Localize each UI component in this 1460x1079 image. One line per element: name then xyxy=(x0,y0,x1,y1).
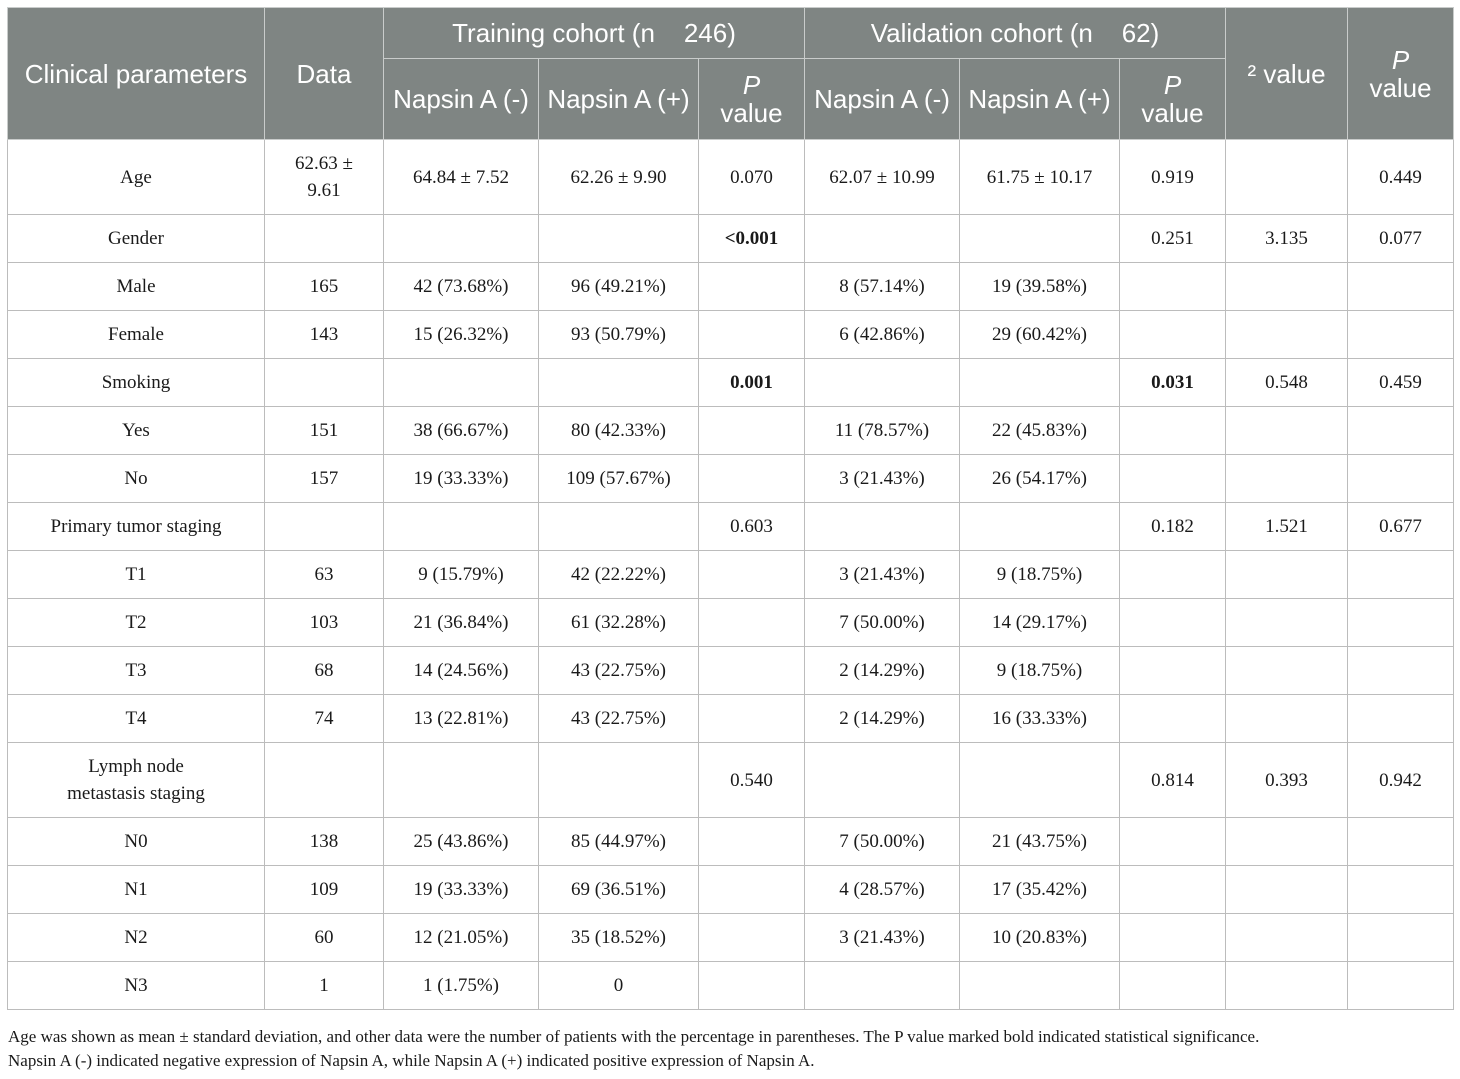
cell-p xyxy=(1348,695,1454,743)
cell-v-neg: 4 (28.57%) xyxy=(805,866,960,914)
cell-t-pos: 42 (22.22%) xyxy=(539,551,699,599)
cell-t-neg: 12 (21.05%) xyxy=(384,914,539,962)
header-training-napsin-pos: Napsin A (+) xyxy=(539,59,699,140)
cell-data: 138 xyxy=(265,818,384,866)
table-row xyxy=(8,599,1454,647)
cell-p xyxy=(1348,914,1454,962)
cell-t-p xyxy=(699,455,805,503)
cell-t-p xyxy=(699,407,805,455)
cell-p xyxy=(1348,647,1454,695)
cell-v-pos: 9 (18.75%) xyxy=(960,647,1120,695)
cell-v-neg: 62.07 ± 10.99 xyxy=(805,140,960,215)
header-training-napsin-neg: Napsin A (-) xyxy=(384,59,539,140)
cell-v-neg: 2 (14.29%) xyxy=(805,647,960,695)
cell-v-neg xyxy=(805,215,960,263)
cell-p: 0.077 xyxy=(1348,215,1454,263)
cell-p xyxy=(1348,263,1454,311)
cell-p xyxy=(1348,818,1454,866)
cell-p xyxy=(1348,866,1454,914)
cell-t-neg xyxy=(384,503,539,551)
cell-p: 0.942 xyxy=(1348,743,1454,818)
cell-param: T4 xyxy=(8,695,265,743)
cell-v-pos: 29 (60.42%) xyxy=(960,311,1120,359)
cell-data: 1 xyxy=(265,962,384,1010)
cell-v-neg: 11 (78.57%) xyxy=(805,407,960,455)
cell-chi2 xyxy=(1226,962,1348,1010)
cell-t-p xyxy=(699,866,805,914)
cell-v-p: 0.814 xyxy=(1120,743,1226,818)
cell-data: 143 xyxy=(265,311,384,359)
cell-v-p xyxy=(1120,914,1226,962)
cell-v-neg: 2 (14.29%) xyxy=(805,695,960,743)
cell-chi2 xyxy=(1226,914,1348,962)
cell-param: Smoking xyxy=(8,359,265,407)
cell-data: 74 xyxy=(265,695,384,743)
cell-param: Lymph node metastasis staging xyxy=(8,743,265,818)
cell-t-neg: 14 (24.56%) xyxy=(384,647,539,695)
table-row xyxy=(8,311,1454,359)
cell-v-pos: 26 (54.17%) xyxy=(960,455,1120,503)
cell-v-pos xyxy=(960,215,1120,263)
cell-t-pos xyxy=(539,215,699,263)
table-row xyxy=(8,743,1454,818)
cell-data xyxy=(265,215,384,263)
cell-t-neg: 13 (22.81%) xyxy=(384,695,539,743)
cell-v-p xyxy=(1120,599,1226,647)
table-row xyxy=(8,551,1454,599)
cell-p xyxy=(1348,599,1454,647)
cell-chi2 xyxy=(1226,455,1348,503)
cell-t-pos: 61 (32.28%) xyxy=(539,599,699,647)
cell-t-p: 0.070 xyxy=(699,140,805,215)
cell-t-p xyxy=(699,914,805,962)
cell-v-pos: 9 (18.75%) xyxy=(960,551,1120,599)
cell-t-p xyxy=(699,647,805,695)
cell-t-pos xyxy=(539,743,699,818)
cell-t-neg: 15 (26.32%) xyxy=(384,311,539,359)
cell-v-pos xyxy=(960,503,1120,551)
cell-data xyxy=(265,359,384,407)
header-validation-p-value: P value xyxy=(1120,59,1226,140)
cell-data: 62.63 ± 9.61 xyxy=(265,140,384,215)
footnote-line-1: Age was shown as mean ± standard deviation, and other data were the number of patients with the percentage in parentheses. The P value marked bold indicated statistical significance. xyxy=(8,1027,1260,1046)
cell-chi2: 0.548 xyxy=(1226,359,1348,407)
cell-p xyxy=(1348,407,1454,455)
cell-v-pos: 61.75 ± 10.17 xyxy=(960,140,1120,215)
header-clinical-parameters: Clinical parameters xyxy=(8,8,265,140)
cell-v-pos xyxy=(960,743,1120,818)
cell-t-p xyxy=(699,818,805,866)
cell-data: 109 xyxy=(265,866,384,914)
cell-v-p xyxy=(1120,647,1226,695)
cell-t-p xyxy=(699,551,805,599)
cell-t-p: 0.540 xyxy=(699,743,805,818)
cell-chi2: 1.521 xyxy=(1226,503,1348,551)
cell-data: 151 xyxy=(265,407,384,455)
cell-t-neg xyxy=(384,743,539,818)
cell-v-p xyxy=(1120,962,1226,1010)
header-validation-cohort: Validation cohort (n 62) xyxy=(805,8,1226,59)
clinical-parameters-table xyxy=(7,7,1454,1010)
cell-param: N3 xyxy=(8,962,265,1010)
cell-t-neg: 9 (15.79%) xyxy=(384,551,539,599)
table-row xyxy=(8,503,1454,551)
cell-t-pos xyxy=(539,359,699,407)
cell-t-pos: 93 (50.79%) xyxy=(539,311,699,359)
cell-t-neg xyxy=(384,215,539,263)
header-validation-napsin-neg: Napsin A (-) xyxy=(805,59,960,140)
table-row xyxy=(8,962,1454,1010)
table-row xyxy=(8,866,1454,914)
cell-v-pos: 16 (33.33%) xyxy=(960,695,1120,743)
cell-p xyxy=(1348,551,1454,599)
cell-t-p: 0.001 xyxy=(699,359,805,407)
header-training-p-value: P value xyxy=(699,59,805,140)
cell-t-neg: 21 (36.84%) xyxy=(384,599,539,647)
cell-p xyxy=(1348,962,1454,1010)
cell-v-pos: 10 (20.83%) xyxy=(960,914,1120,962)
cell-v-pos: 17 (35.42%) xyxy=(960,866,1120,914)
cell-data xyxy=(265,743,384,818)
cell-t-neg: 19 (33.33%) xyxy=(384,455,539,503)
cell-chi2: 3.135 xyxy=(1226,215,1348,263)
cell-t-neg: 25 (43.86%) xyxy=(384,818,539,866)
table-row xyxy=(8,215,1454,263)
cell-t-neg: 42 (73.68%) xyxy=(384,263,539,311)
table-footnote xyxy=(8,1025,1448,1073)
cell-v-p xyxy=(1120,695,1226,743)
cell-v-neg xyxy=(805,359,960,407)
cell-v-neg: 6 (42.86%) xyxy=(805,311,960,359)
cell-param: T1 xyxy=(8,551,265,599)
table-body xyxy=(8,140,1454,1010)
table-row xyxy=(8,695,1454,743)
cell-v-neg: 3 (21.43%) xyxy=(805,914,960,962)
cell-t-p xyxy=(699,599,805,647)
cell-chi2: 0.393 xyxy=(1226,743,1348,818)
cell-t-pos xyxy=(539,503,699,551)
cell-chi2 xyxy=(1226,140,1348,215)
cell-v-p xyxy=(1120,407,1226,455)
cell-v-pos: 22 (45.83%) xyxy=(960,407,1120,455)
cell-v-p xyxy=(1120,866,1226,914)
cell-chi2 xyxy=(1226,647,1348,695)
cell-t-pos: 0 xyxy=(539,962,699,1010)
cell-t-neg xyxy=(384,359,539,407)
cell-v-neg xyxy=(805,743,960,818)
cell-t-neg: 64.84 ± 7.52 xyxy=(384,140,539,215)
cell-param: N1 xyxy=(8,866,265,914)
cell-data: 103 xyxy=(265,599,384,647)
cell-v-p: 0.182 xyxy=(1120,503,1226,551)
cell-p: 0.449 xyxy=(1348,140,1454,215)
cell-v-pos xyxy=(960,962,1120,1010)
cell-t-p xyxy=(699,263,805,311)
cell-v-neg: 8 (57.14%) xyxy=(805,263,960,311)
cell-v-neg: 7 (50.00%) xyxy=(805,599,960,647)
cell-v-p xyxy=(1120,818,1226,866)
cell-v-neg: 3 (21.43%) xyxy=(805,455,960,503)
cell-data: 157 xyxy=(265,455,384,503)
cell-v-neg xyxy=(805,962,960,1010)
cell-t-pos: 85 (44.97%) xyxy=(539,818,699,866)
cell-v-p xyxy=(1120,455,1226,503)
cell-t-p xyxy=(699,695,805,743)
cell-t-pos: 109 (57.67%) xyxy=(539,455,699,503)
cell-p xyxy=(1348,455,1454,503)
cell-param: T3 xyxy=(8,647,265,695)
cell-t-pos: 43 (22.75%) xyxy=(539,647,699,695)
cell-t-neg: 19 (33.33%) xyxy=(384,866,539,914)
cell-v-p xyxy=(1120,263,1226,311)
cell-v-p: 0.031 xyxy=(1120,359,1226,407)
cell-chi2 xyxy=(1226,599,1348,647)
cell-v-pos xyxy=(960,359,1120,407)
cell-chi2 xyxy=(1226,263,1348,311)
cell-chi2 xyxy=(1226,818,1348,866)
cell-t-p xyxy=(699,962,805,1010)
cell-data: 165 xyxy=(265,263,384,311)
cell-v-p xyxy=(1120,311,1226,359)
cell-t-neg: 38 (66.67%) xyxy=(384,407,539,455)
cell-chi2 xyxy=(1226,695,1348,743)
cell-data: 63 xyxy=(265,551,384,599)
table-row xyxy=(8,140,1454,215)
cell-v-p xyxy=(1120,551,1226,599)
cell-param: Gender xyxy=(8,215,265,263)
cell-chi2 xyxy=(1226,407,1348,455)
cell-v-pos: 21 (43.75%) xyxy=(960,818,1120,866)
cell-param: T2 xyxy=(8,599,265,647)
cell-param: Primary tumor staging xyxy=(8,503,265,551)
table-row xyxy=(8,263,1454,311)
cell-v-p: 0.919 xyxy=(1120,140,1226,215)
cell-v-pos: 14 (29.17%) xyxy=(960,599,1120,647)
cell-t-pos: 43 (22.75%) xyxy=(539,695,699,743)
table-row xyxy=(8,455,1454,503)
footnote-line-2: Napsin A (-) indicated negative expression of Napsin A, while Napsin A (+) indicated positive expression of Napsin A. xyxy=(8,1051,815,1070)
cell-param: Yes xyxy=(8,407,265,455)
cell-t-p: 0.603 xyxy=(699,503,805,551)
cell-chi2 xyxy=(1226,866,1348,914)
cell-p: 0.459 xyxy=(1348,359,1454,407)
cell-v-p: 0.251 xyxy=(1120,215,1226,263)
header-data: Data xyxy=(265,8,384,140)
cell-chi2 xyxy=(1226,311,1348,359)
cell-p xyxy=(1348,311,1454,359)
cell-t-pos: 96 (49.21%) xyxy=(539,263,699,311)
table-row xyxy=(8,359,1454,407)
table-row xyxy=(8,407,1454,455)
table-row xyxy=(8,914,1454,962)
cell-v-neg: 7 (50.00%) xyxy=(805,818,960,866)
cell-param: No xyxy=(8,455,265,503)
cell-t-pos: 69 (36.51%) xyxy=(539,866,699,914)
cell-v-neg: 3 (21.43%) xyxy=(805,551,960,599)
cell-t-pos: 35 (18.52%) xyxy=(539,914,699,962)
cell-data: 60 xyxy=(265,914,384,962)
cell-data: 68 xyxy=(265,647,384,695)
cell-t-p xyxy=(699,311,805,359)
header-chi2-value: ² value xyxy=(1226,8,1348,140)
cell-v-neg xyxy=(805,503,960,551)
cell-t-pos: 80 (42.33%) xyxy=(539,407,699,455)
cell-param: Age xyxy=(8,140,265,215)
header-validation-napsin-pos: Napsin A (+) xyxy=(960,59,1120,140)
header-training-cohort: Training cohort (n 246) xyxy=(384,8,805,59)
table-row xyxy=(8,647,1454,695)
cell-t-p: <0.001 xyxy=(699,215,805,263)
header-p-value: P value xyxy=(1348,8,1454,140)
table-row xyxy=(8,818,1454,866)
cell-t-pos: 62.26 ± 9.90 xyxy=(539,140,699,215)
cell-chi2 xyxy=(1226,551,1348,599)
cell-t-neg: 1 (1.75%) xyxy=(384,962,539,1010)
cell-data xyxy=(265,503,384,551)
cell-param: Female xyxy=(8,311,265,359)
cell-p: 0.677 xyxy=(1348,503,1454,551)
cell-param: N2 xyxy=(8,914,265,962)
cell-v-pos: 19 (39.58%) xyxy=(960,263,1120,311)
cell-param: Male xyxy=(8,263,265,311)
cell-param: N0 xyxy=(8,818,265,866)
